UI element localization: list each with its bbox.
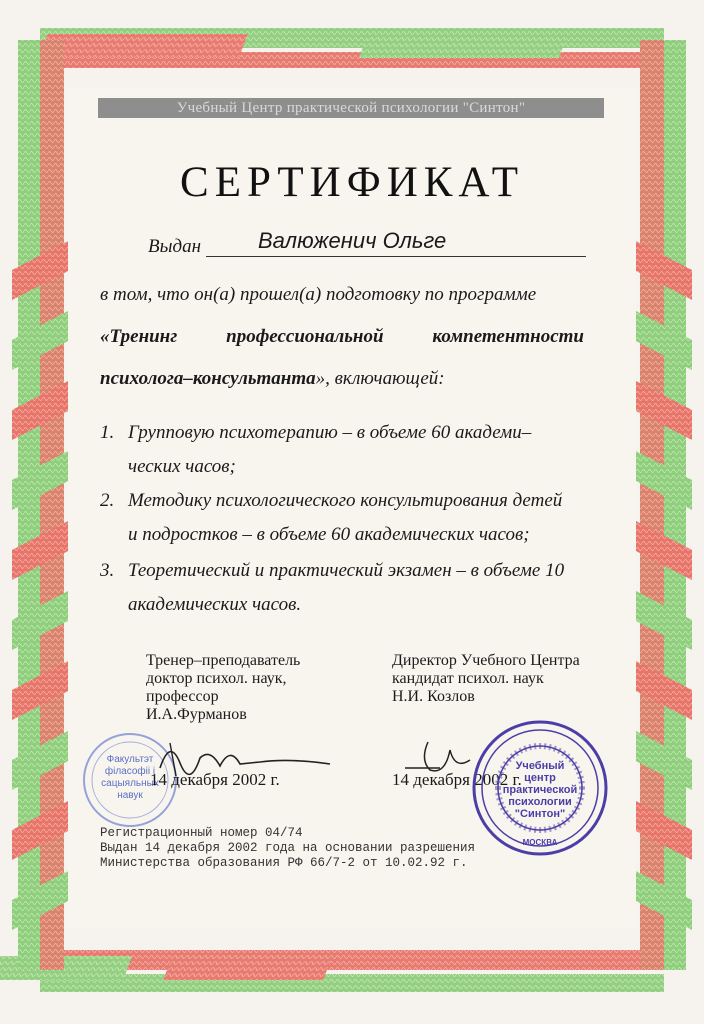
- stamp-line: центр: [524, 772, 556, 784]
- signatory-line: И.А.Фурманов: [146, 706, 247, 723]
- trainer-signatory: [146, 652, 300, 724]
- stamp-line: сацыяльных: [101, 778, 159, 789]
- item-text-line: Групповую психотерапию – в объеме 60 академи–: [128, 422, 532, 443]
- signatory-line: профессор: [146, 688, 219, 705]
- item-number: 2.: [100, 490, 115, 511]
- organization-name: Учебный Центр практической психологии "Синтон": [176, 100, 526, 116]
- program-name: [100, 326, 600, 396]
- item-text-line: Методику психологического консультирования детей: [128, 490, 563, 511]
- item-text-line: ческих часов;: [128, 456, 236, 477]
- signatory-line: Н.И. Козлов: [392, 688, 475, 705]
- program-word: «Тренинг: [100, 326, 178, 347]
- issued-row: [148, 230, 588, 262]
- stamp-line: "Синтон": [514, 808, 566, 820]
- intro-text: в том, что он(а) прошел(а) подготовку по программе: [100, 284, 537, 305]
- trainer-date: 14 декабря 2002 г.: [150, 770, 280, 789]
- director-signatory: [392, 652, 580, 706]
- registration-line: Регистрационный номер 04/74: [100, 826, 303, 840]
- program-title-end: психолога–консультанта: [100, 368, 316, 389]
- issued-label: Выдан: [148, 236, 202, 257]
- stamp-line: філасофіі і: [104, 766, 156, 777]
- item-text-line: Теоретический и практический экзамен – в объеме 10: [128, 560, 565, 581]
- stamp-ring-text: МОСКВА: [522, 838, 558, 847]
- stamp-line: навук: [117, 790, 143, 801]
- stamp-line: психологии: [508, 796, 572, 808]
- center-stamp: [470, 718, 610, 858]
- recipient-line: [206, 256, 586, 257]
- stamp-line: Факультэт: [106, 754, 154, 765]
- item-text-line: и подростков – в объеме 60 академических часов;: [128, 524, 530, 545]
- program-includes: », включающей:: [315, 368, 445, 389]
- program-word: профессиональной: [226, 326, 384, 347]
- registration-line: Выдан 14 декабря 2002 года на основании разрешения: [100, 841, 476, 855]
- program-word: компетентности: [432, 326, 584, 347]
- item-number: 1.: [100, 422, 115, 443]
- item-text-line: академических часов.: [128, 594, 302, 615]
- recipient-name: Валюженич Ольге: [258, 228, 447, 253]
- signatory-line: Тренер–преподаватель: [146, 652, 301, 669]
- registration-line: Министерства образования РФ 66/7-2 от 10.02.92 г.: [100, 856, 468, 870]
- signatory-line: Директор Учебного Центра: [392, 652, 580, 669]
- stamp-line: Учебный: [515, 760, 565, 772]
- certificate-title: СЕРТИФИКАТ: [180, 159, 524, 206]
- signatory-line: доктор психол. наук,: [146, 670, 287, 687]
- registration-info: [100, 826, 475, 871]
- organization-header: [98, 98, 604, 118]
- stamp-line: практической: [502, 784, 578, 796]
- item-number: 3.: [100, 560, 115, 581]
- signatory-line: кандидат психол. наук: [392, 670, 544, 687]
- director-date: 14 декабря 2002 г.: [392, 770, 522, 789]
